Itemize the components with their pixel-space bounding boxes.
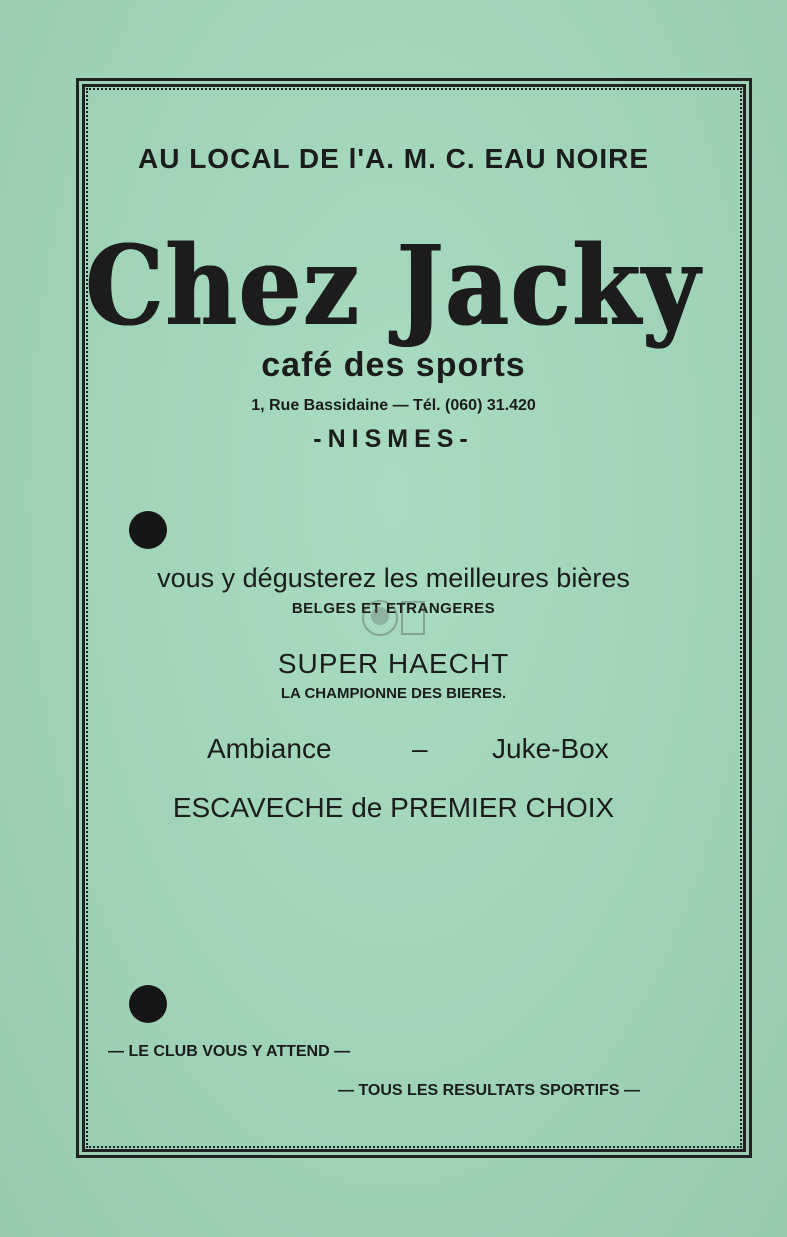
bullet-dot-top [129, 511, 167, 549]
stamp-logo [358, 594, 430, 642]
jukebox-text: Juke-Box [492, 733, 609, 764]
beer-tagline: LA CHAMPIONNE DES BIERES. [280, 685, 507, 702]
venue-name: Chez Jacky [85, 222, 702, 351]
footer-club: — LE CLUB VOUS Y ATTEND — [108, 1043, 351, 1060]
offer-beers-origin: BELGES ET ETRANGERES [291, 600, 496, 617]
bullet-dot-bottom [129, 985, 167, 1023]
escaveche-line: ESCAVECHE de PREMIER CHOIX [172, 792, 615, 823]
separator-dash: – [412, 733, 428, 764]
offer-beers-line: vous y dégusterez les meilleures bières [157, 563, 630, 593]
footer-results: — TOUS LES RESULTATS SPORTIFS — [338, 1082, 640, 1099]
ambiance-text: Ambiance [207, 733, 332, 764]
venue-address: 1, Rue Bassidaine — Tél. (060) 31.420 [251, 397, 536, 414]
venue-city: -NISMES- [313, 425, 474, 453]
header-line: AU LOCAL DE l'A. M. C. EAU NOIRE [137, 143, 650, 174]
beer-brand: SUPER HAECHT [277, 648, 510, 679]
venue-type: café des sports [261, 346, 526, 384]
